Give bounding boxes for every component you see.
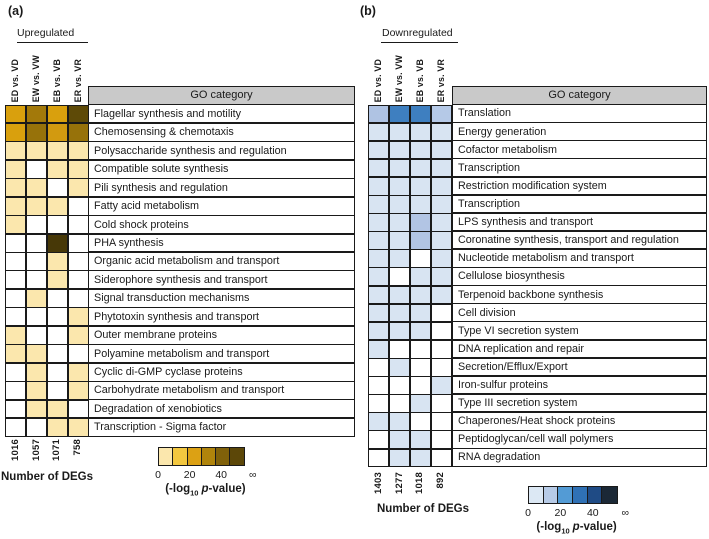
go-category-row: Secretion/Efflux/Export <box>453 359 706 376</box>
column-header-text: ER vs. VR <box>72 59 83 103</box>
heatmap-cell <box>369 232 388 249</box>
go-category-row: RNA degradation <box>453 449 706 466</box>
legend-caption-sub: 10 <box>190 488 199 498</box>
heatmap-cell <box>369 377 388 394</box>
heatmap-cell <box>432 160 451 177</box>
heatmap-cell <box>390 178 409 195</box>
go-category-row: Outer membrane proteins <box>89 327 354 344</box>
legend-tick: ∞ <box>249 469 257 481</box>
panel-label-a: (a) <box>8 4 24 18</box>
go-category-table <box>452 86 707 467</box>
heatmap-cell <box>411 341 430 358</box>
heatmap-cell <box>432 305 451 322</box>
go-category-row: Terpenoid backbone synthesis <box>453 286 706 303</box>
heatmap-cell <box>369 124 388 141</box>
heatmap-cell <box>432 196 451 213</box>
heatmap-cell <box>432 106 451 123</box>
deg-count-label: Number of DEGs <box>377 503 470 515</box>
heatmap-cell <box>411 178 430 195</box>
deg-count-text: 758 <box>72 439 84 456</box>
heatmap-cell <box>411 431 430 448</box>
go-category-row: DNA replication and repair <box>453 341 706 358</box>
column-header-text: EW vs. VW <box>30 55 41 103</box>
go-category-row: Type III secretion system <box>453 395 706 412</box>
legend-swatches <box>528 486 665 504</box>
heatmap-cell <box>369 106 388 123</box>
go-category-row: Nucleotide metabolism and transport <box>453 250 706 267</box>
go-category-row: Cell division <box>453 304 706 321</box>
legend-tick: 40 <box>215 469 228 481</box>
legend-tick: 40 <box>586 506 599 519</box>
heatmap-cell <box>390 232 409 249</box>
color-legend-blue <box>525 486 665 535</box>
heatmap-cell <box>369 142 388 159</box>
legend-tick: 20 <box>183 469 196 481</box>
heatmap-cell <box>390 431 409 448</box>
legend-tick: ∞ <box>621 506 629 519</box>
heatmap-cell <box>411 106 430 123</box>
heatmap-cell <box>390 196 409 213</box>
heatmap-cell <box>411 142 430 159</box>
heatmap-cell <box>369 250 388 267</box>
heatmap-cell <box>432 431 451 448</box>
go-category-row: Type VI secretion system <box>453 322 706 339</box>
heatmap-cell <box>432 268 451 285</box>
heatmap-cell <box>390 106 409 123</box>
legend-caption-post: -value) <box>579 520 617 533</box>
heatmap-cell <box>390 214 409 231</box>
legend-caption-pre: (-log <box>536 520 562 533</box>
direction-label-downregulated: Downregulated <box>382 27 453 39</box>
legend-caption-post: -value) <box>208 483 246 495</box>
column-header <box>368 45 389 103</box>
go-category-row: Transcription <box>453 159 706 176</box>
heatmap-cell <box>411 196 430 213</box>
go-category-row: Cold shock proteins <box>89 216 354 233</box>
deg-count-text: 1057 <box>30 439 42 461</box>
go-category-row: Compatible solute synthesis <box>89 161 354 178</box>
go-category-row: Pili synthesis and regulation <box>89 179 354 196</box>
heatmap-cell <box>390 250 409 267</box>
go-category-row: Translation <box>453 105 706 122</box>
go-category-header: GO category <box>89 87 354 104</box>
deg-count-text: 892 <box>435 472 447 489</box>
heatmap-cell <box>390 450 409 467</box>
heatmap-cell <box>390 395 409 412</box>
go-category-row: Cyclic di-GMP cyclase proteins <box>89 364 354 381</box>
heatmap-cell <box>432 395 451 412</box>
heatmap-cell <box>411 232 430 249</box>
go-category-row: Chemosensing & chemotaxis <box>89 124 354 141</box>
heatmap-cell <box>411 323 430 340</box>
heatmap-cell <box>411 268 430 285</box>
go-category-row: Cofactor metabolism <box>453 141 706 158</box>
heatmap-cell <box>411 305 430 322</box>
heatmap-grid-downregulated <box>368 105 452 468</box>
heatmap-cell <box>390 160 409 177</box>
go-category-row: Flagellar synthesis and motility <box>89 105 354 122</box>
heatmap-cell <box>390 142 409 159</box>
direction-label-upregulated: Upregulated <box>17 27 75 39</box>
go-category-row: Cellulose biosynthesis <box>453 268 706 285</box>
column-header-text: ED vs. VD <box>10 59 21 103</box>
column-header-text: EB vs. VB <box>51 59 62 103</box>
heatmap-cell <box>411 287 430 304</box>
heatmap-cell <box>411 359 430 376</box>
go-category-header: GO category <box>453 87 706 104</box>
legend-caption-pre: (-log <box>165 483 191 495</box>
deg-count-label: Number of DEGs <box>1 471 94 483</box>
heatmap-cell <box>369 214 388 231</box>
go-category-row: Organic acid metabolism and transport <box>89 253 354 270</box>
heatmap-cell <box>432 377 451 394</box>
go-category-row: Degradation of xenobiotics <box>89 400 354 417</box>
heatmap-cell <box>432 359 451 376</box>
deg-count-text: 1018 <box>414 472 426 494</box>
heatmap-cell <box>369 323 388 340</box>
heatmap-cell <box>390 377 409 394</box>
heatmap-cell <box>369 359 388 376</box>
legend-tick: 0 <box>155 469 161 481</box>
go-category-row: Coronatine synthesis, transport and regulation <box>453 232 706 249</box>
heatmap-cell <box>432 178 451 195</box>
deg-count <box>410 472 431 505</box>
heatmap-cell <box>390 268 409 285</box>
heatmap-cell <box>390 413 409 430</box>
go-category-row: Restriction modification system <box>453 178 706 195</box>
go-category-row: PHA synthesis <box>89 235 354 252</box>
go-category-row: Iron-sulfur proteins <box>453 377 706 394</box>
heatmap-cell <box>432 214 451 231</box>
go-category-row: Peptidoglycan/cell wall polymers <box>453 431 706 448</box>
heatmap-cell <box>411 160 430 177</box>
column-header <box>410 45 431 103</box>
column-header-text: EB vs. VB <box>414 59 425 103</box>
deg-count-text: 1071 <box>51 439 63 461</box>
go-category-row: Signal transduction mechanisms <box>89 290 354 307</box>
go-category-row: Siderophore synthesis and transport <box>89 271 354 288</box>
heatmap-cell <box>411 450 430 467</box>
legend-tick: 20 <box>554 506 567 519</box>
deg-count <box>368 472 389 505</box>
column-header <box>389 45 410 103</box>
legend-swatch <box>601 486 617 504</box>
heatmap-cell <box>390 124 409 141</box>
go-category-row: Fatty acid metabolism <box>89 198 354 215</box>
heatmap-cell <box>432 232 451 249</box>
go-category-row: Energy generation <box>453 123 706 140</box>
panel-label-b: (b) <box>360 4 376 18</box>
deg-count-text: 1016 <box>9 439 21 461</box>
legend-tick: 0 <box>525 506 531 519</box>
column-header-text: ER vs. VR <box>435 59 446 103</box>
legend-caption-p: p <box>201 483 209 495</box>
heatmap-cell <box>432 250 451 267</box>
go-category-row: LPS synthesis and transport <box>453 214 706 231</box>
heatmap-cell <box>411 413 430 430</box>
deg-count-text: 1277 <box>393 472 405 494</box>
deg-count <box>389 472 410 505</box>
heatmap-cell <box>411 395 430 412</box>
heatmap-cell <box>369 413 388 430</box>
go-category-row: Transcription <box>453 196 706 213</box>
legend-caption-sub: 10 <box>561 525 570 535</box>
heatmap-cell <box>369 160 388 177</box>
heatmap-cell <box>369 305 388 322</box>
heatmap-cell <box>432 142 451 159</box>
go-category-row: Polyamine metabolism and transport <box>89 345 354 362</box>
heatmap-cell <box>411 214 430 231</box>
heatmap-cell <box>390 323 409 340</box>
heatmap-cell <box>369 287 388 304</box>
legend-ticks <box>525 506 629 520</box>
deg-count <box>431 472 452 505</box>
legend-caption <box>508 521 645 535</box>
heatmap-cell <box>411 377 430 394</box>
go-category-row: Transcription - Sigma factor <box>89 419 354 436</box>
heatmap-cell <box>390 341 409 358</box>
go-category-row: Carbohydrate metabolism and transport <box>89 382 354 399</box>
heatmap-cell <box>390 359 409 376</box>
go-category-row: Chaperones/Heat shock proteins <box>453 413 706 430</box>
heatmap-cell <box>432 124 451 141</box>
heatmap-cell <box>432 341 451 358</box>
heatmap-cell <box>369 341 388 358</box>
heatmap-cell <box>411 124 430 141</box>
heatmap-cell <box>390 287 409 304</box>
deg-count-text: 1403 <box>372 472 384 494</box>
heatmap-cell <box>369 450 388 467</box>
go-category-row: Polysaccharide synthesis and regulation <box>89 142 354 159</box>
heatmap-cell <box>369 196 388 213</box>
heatmap-cell <box>369 431 388 448</box>
heatmap-cell <box>432 413 451 430</box>
heatmap-cell <box>390 305 409 322</box>
heatmap-cell <box>432 323 451 340</box>
heatmap-cell <box>432 287 451 304</box>
go-category-row: Phytotoxin synthesis and transport <box>89 308 354 325</box>
direction-underline <box>381 42 458 43</box>
legend-caption-p: p <box>572 520 580 533</box>
heatmap-cell <box>369 268 388 285</box>
heatmap-cell <box>369 395 388 412</box>
column-header <box>431 45 452 103</box>
heatmap-cell <box>369 178 388 195</box>
column-header-text: EW vs. VW <box>393 55 404 103</box>
heatmap-cell <box>411 250 430 267</box>
heatmap-cell <box>432 450 451 467</box>
column-header-text: ED vs. VD <box>373 59 384 103</box>
